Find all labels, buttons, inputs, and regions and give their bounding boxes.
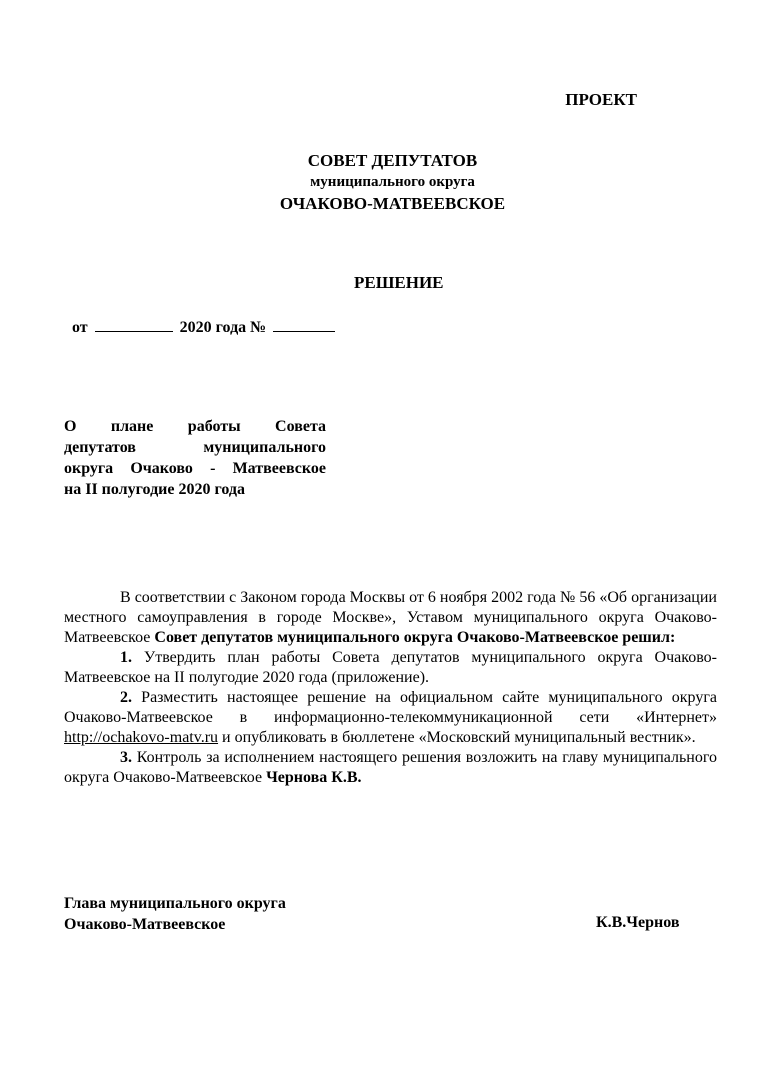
item-bold-name: Чернова К.В. <box>266 769 362 786</box>
signature-title-line: Глава муниципального округа <box>64 895 286 912</box>
intro-bold-text: Совет депутатов муниципального округа Очаково-Матвеевское решил: <box>154 629 676 646</box>
item-number: 1. <box>120 649 132 666</box>
district-type: муниципального округа <box>310 174 475 190</box>
document-header <box>0 149 763 215</box>
signature-title <box>64 893 364 935</box>
dateline-prefix: от <box>72 319 88 336</box>
subject-line: депутатов муниципального <box>64 439 326 456</box>
number-blank <box>273 317 335 332</box>
project-stamp: ПРОЕКТ <box>565 90 637 109</box>
intro-paragraph <box>64 588 717 648</box>
decision-body <box>64 588 717 788</box>
subject-line: на II полугодие 2020 года <box>64 481 245 498</box>
item-number: 2. <box>120 689 132 706</box>
dateline <box>72 317 335 337</box>
item-text: Разместить настоящее решение на официальном сайте муниципального округа Очаково-Матвеевское в информационно-телекоммуникационной сети «Интернет» <box>64 689 717 726</box>
document-type-title: РЕШЕНИЕ <box>354 273 444 292</box>
signature-name: К.В.Чернов <box>596 914 680 931</box>
dateline-year: 2020 года № <box>179 319 267 336</box>
item-3 <box>64 748 717 788</box>
website-link[interactable]: http://ochakovo-matv.ru <box>64 729 219 746</box>
signature-title-line: Очаково-Матвеевское <box>64 916 226 933</box>
item-2 <box>64 688 717 748</box>
date-blank <box>95 317 173 332</box>
item-text: Контроль за исполнением настоящего решения возложить на главу муниципального округа Очаково-Матвеевское <box>64 749 718 786</box>
intro-text: В соответствии с Законом города Москвы от 6 ноября 2002 года № 56 «Об организации местного самоуправления в городе Москве», Уставом муниципального округа Очаково-Матвеевское <box>64 589 717 646</box>
item-1 <box>64 648 717 688</box>
council-title: СОВЕТ ДЕПУТАТОВ <box>307 151 478 170</box>
district-name: ОЧАКОВО-МАТВЕЕВСКОЕ <box>279 194 506 213</box>
item-text-after: и опубликовать в бюллетене «Московский муниципальный вестник». <box>222 729 696 746</box>
item-text: Утвердить план работы Совета депутатов муниципального округа Очаково-Матвеевское на II полугодие 2020 года (приложение). <box>64 649 717 686</box>
subject-line: О плане работы Совета <box>64 418 326 435</box>
item-number: 3. <box>120 749 132 766</box>
decision-subject <box>64 416 326 500</box>
subject-line: округа Очаково - Матвеевское <box>64 460 326 477</box>
